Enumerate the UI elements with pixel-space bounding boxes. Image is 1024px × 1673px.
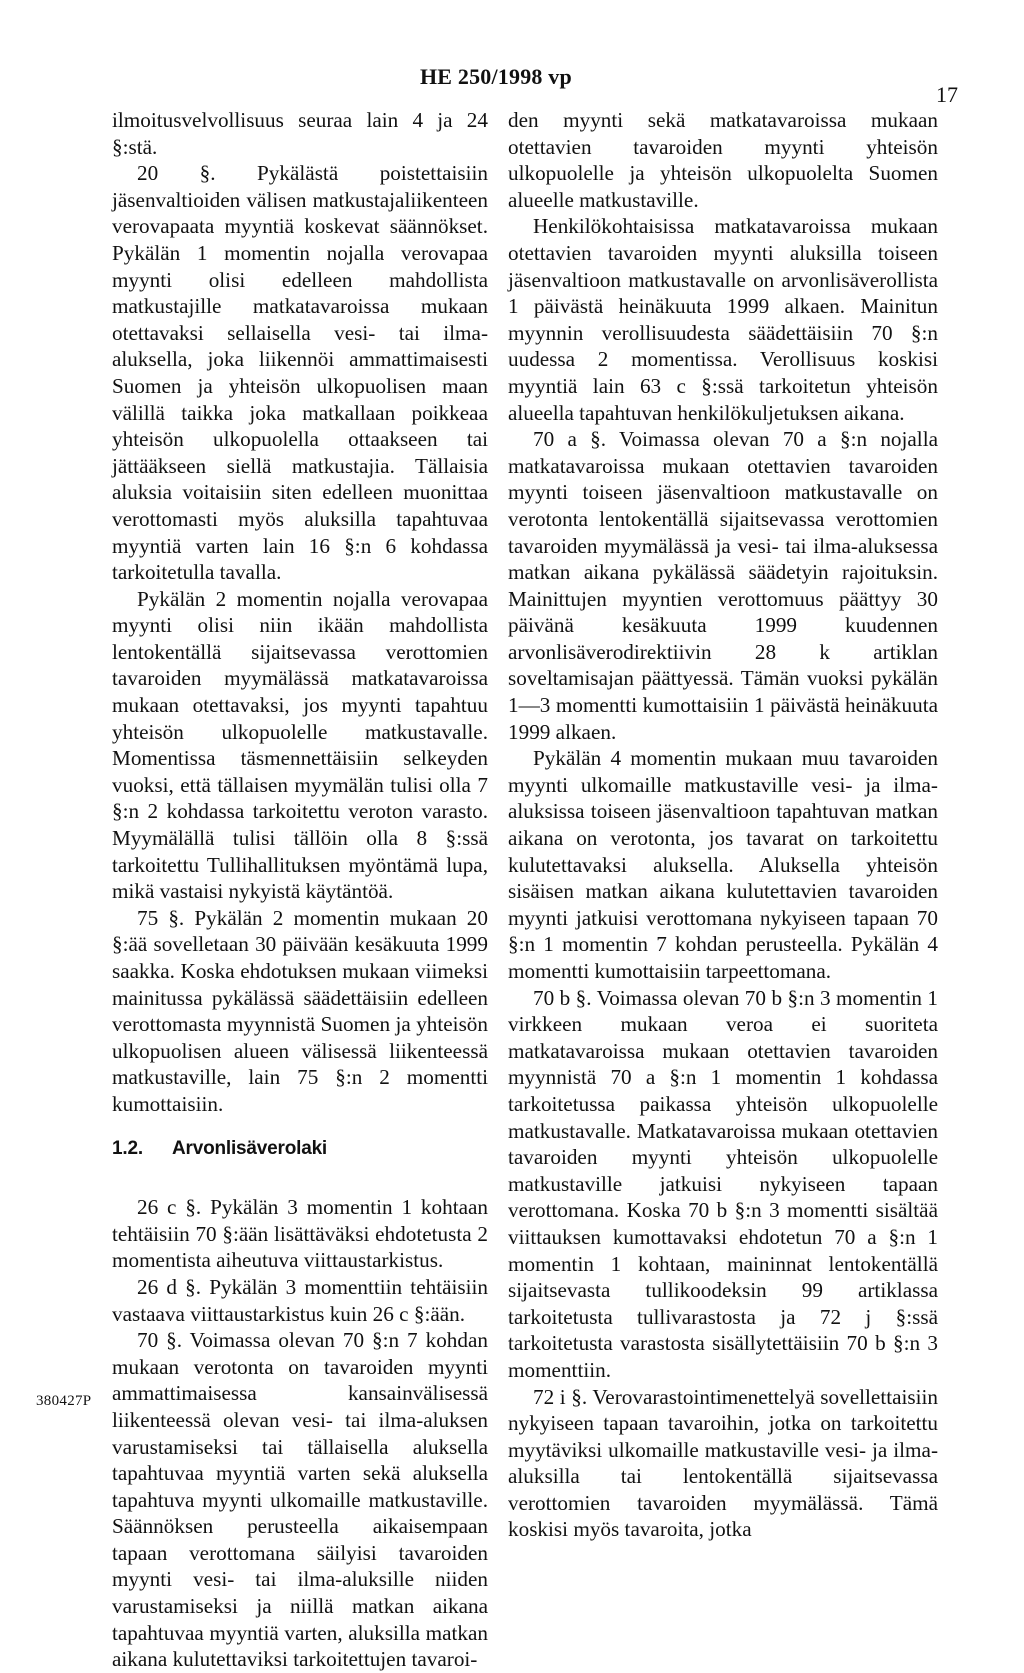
paragraph: 70 b §. Voimassa olevan 70 b §:n 3 momentin 1 virkkeen mukaan veroa ei suoriteta matkatavaroissa mukaan otettavien tavaroiden myynnistä 70 a §:n 1 momentin 1 kohdassa tarkoitetussa paikassa yhteisön ulkopuolelle matkustavalle. Matkatavaroissa mukaan otettavien tavaroiden myynti yhteisön ulkopuolelle matkustaville jatkuisi nykyiseen tapaan verottomana. Koska 70 b §:n 3 momentti sisältää viittauksen kumottavaksi ehdotetun 70 a §:n 1 momentin 1 kohtaan, maininnat lentokentällä sijaitsevasta tullikoodeksin 99 artiklassa tarkoitetusta tullivarastosta ja 72 j §:ssä tarkoitetusta varastosta sisällytettäisiin 70 b §:n 3 momenttiin. [508, 985, 938, 1382]
section-number: 1.2. [112, 1137, 143, 1159]
paragraph: 70 a §. Voimassa olevan 70 a §:n nojalla matkatavaroissa mukaan otettavien tavaroiden myynti toiseen jäsenvaltioon matkustavalle on verotonta lentokentällä sijaitsevassa verottomien tavaroiden myymälässä ja vesi- tai ilma-aluksessa matkan aikana pykälässä säädetyin rajoituksin. Mainittujen myyntien verottomuus päättyy 30 päivänä kesäkuuta 1999 kuudennen arvonlisäverodirektiivin 28 k artiklan soveltamisajan päättyessä. Tämän vuoksi pykälän 1—3 momentti kumottaisiin 1 päivästä heinäkuuta 1999 alkaen. [508, 427, 938, 744]
paragraph: Pykälän 2 momentin nojalla verovapaa myynti olisi niin ikään mahdollista lentokentällä sijaitsevassa verottomien tavaroiden myymälässä matkatavaroissa mukaan otettavaksi, jos myynti tapahtuu yhteisön ulkopuolelle matkustavalle. Momentissa täsmennettäisiin selkeyden vuoksi, että tällaisen myymälän tulisi olla 7 §:n 2 kohdassa tarkoitettu veroton varasto. Myymälällä tulisi tällöin olla 8 §:ssä tarkoitettu Tullihallituksen myöntämä lupa, mikä vastaisi nykyistä käytäntöä. [112, 586, 488, 904]
document-title: HE 250/1998 vp [420, 64, 572, 89]
paragraph: Henkilökohtaisissa matkatavaroissa mukaan otettavien tavaroiden myynti aluksilla toiseen jäsenvaltioon matkustavalle on arvonlisäverollista 1 päivästä heinäkuuta 1999 alkaen. Mainitun myynnin verollisuudesta säädettäisiin 70 §:n uudessa 2 momentissa. Verollisuus koskisi myyntiä lain 63 c §:ssä tarkoitetun yhteisön alueella tapahtuvan henkilökuljetuksen aikana. [508, 214, 938, 425]
paragraph: 72 i §. Verovarastointimenettelyä sovellettaisiin nykyiseen tapaan tavaroihin, jotka on tarkoitettu myytäviksi ulkomaille matkustaville vesi- ja ilma-aluksilla tai lentokentällä sijaitsevassa verottomien tavaroiden myymälässä. Tämä koskisi myös tavaroita, jotka [508, 1384, 938, 1542]
left-column [112, 107, 488, 1673]
section-heading [112, 1136, 488, 1163]
paragraph: 26 d §. Pykälän 3 momenttiin tehtäisiin vastaava viittaustarkistus kuin 26 c §:ään. [112, 1274, 488, 1326]
paragraph: 20 §. Pykälästä poistettaisiin jäsenvaltioiden välisen matkustajaliikenteen verovapaata myyntiä koskevat säännökset. Pykälän 1 momentin nojalla verovapaa myynti olisi edelleen mahdollista matkustajille matkatavaroissa mukaan otettavaksi sellaisella vesi- tai ilma-aluksella, joka liikennöi ammattimaisesti Suomen ja yhteisön ulkopuolisen maan välillä taikka joka matkallaan poikkeaa yhteisön ulkopuolella ottaakseen tai jättääkseen siellä matkustajia. Tällaisia aluksia voitaisiin siten edelleen muonittaa verottomasti myös aluksilla tapahtuvaa myyntiä varten lain 16 §:n 6 kohdassa tarkoitetulla tavalla. [112, 161, 488, 585]
paragraph: ilmoitusvelvollisuus seuraa lain 4 ja 24 §:stä. [112, 108, 488, 159]
document-code: 380427P [36, 1393, 92, 1409]
paragraph: 75 §. Pykälän 2 momentin mukaan 20 §:ää sovelletaan 30 päivään kesäkuuta 1999 saakka. Koska ehdotuksen mukaan viimeksi mainitussa pykälässä säädettäisiin edelleen verottomasta myynnistä Suomen ja yhteisön ulkopuolisen alueen välisessä liikenteessä matkustaville, lain 75 §:n 2 momentti kumottaisiin. [112, 905, 488, 1116]
paragraph: 70 §. Voimassa olevan 70 §:n 7 kohdan mukaan verotonta on tavaroiden myynti ammattimaisessa kansainvälisessä liikenteessä olevan vesi- tai ilma-aluksen varustamiseksi tai tällaisella aluksella tapahtuvaa myyntiä varten sekä aluksella tapahtuva myynti ulkomaille matkustaville. Säännöksen perusteella aikaisempaan tapaan verottomana säilyisi tavaroiden myynti vesi- tai ilma-aluksille niiden varustamiseksi ja niillä matkan aikana tapahtuvaa myyntiä varten, aluksilla matkan aikana kulutettaviksi tarkoitettujen tavaroi- [112, 1328, 488, 1672]
section-title: Arvonlisäverolaki [172, 1137, 328, 1159]
paragraph: Pykälän 4 momentin mukaan muu tavaroiden myynti ulkomaille matkustaville vesi- ja ilma-aluksissa toiseen jäsenvaltioon tapahtuvan matkan aikana on verotonta, jos tavarat on tarkoitettu kulutettavaksi aluksella. Aluksella yhteisön sisäisen matkan aikana kulutettavien tavaroiden myynti jatkuisi verottomana nykyiseen tapaan 70 §:n 1 momentin 7 kohdan perusteella. Pykälän 4 momentti kumottaisiin tarpeettomana. [508, 746, 938, 983]
paragraph: 26 c §. Pykälän 3 momentin 1 kohtaan tehtäisiin 70 §:ään lisättäväksi ehdotetusta 2 momentista aiheutuva viittaustarkistus. [112, 1195, 488, 1273]
page-number: 17 [936, 82, 958, 107]
page-header [0, 56, 1024, 107]
right-column [508, 107, 938, 1543]
paragraph: den myynti sekä matkatavaroissa mukaan otettavien tavaroiden myynti yhteisön ulkopuolelle ja yhteisön ulkopuolelta Suomen alueelle matkustaville. [508, 108, 938, 212]
